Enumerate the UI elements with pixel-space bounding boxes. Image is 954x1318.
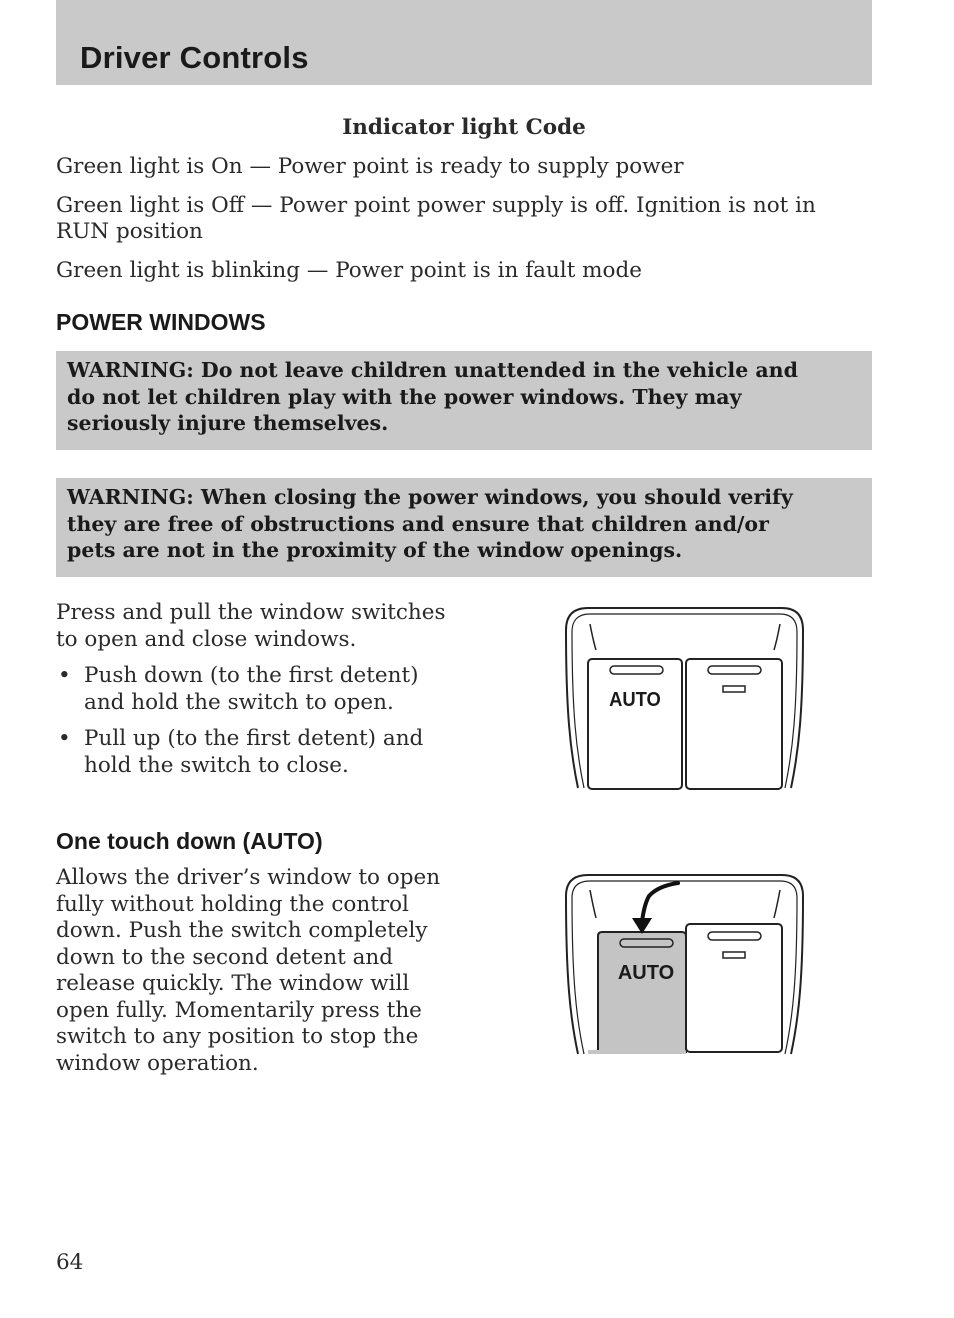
- driver-switch-pressed: [598, 932, 686, 1052]
- list-item: [56, 726, 476, 779]
- driver-switch: [588, 659, 682, 789]
- intro-line: to open and close windows.: [56, 626, 357, 652]
- bullet-icon: •: [58, 726, 71, 751]
- section-heading-power-windows: POWER WINDOWS: [56, 309, 266, 335]
- indicator-line-on: Green light is On — Power point is ready to supply power: [56, 154, 684, 179]
- body-line: down. Push the switch completely: [56, 918, 428, 943]
- indicator-line-blinking: Green light is blinking — Power point is in fault mode: [56, 258, 642, 283]
- bullet-line: hold the switch to close.: [84, 752, 349, 778]
- one-touch-body: [56, 865, 476, 1077]
- indicator-line-off-cont: RUN position: [56, 219, 203, 244]
- passenger-switch: [686, 659, 782, 789]
- window-switch-illustration: [560, 600, 810, 792]
- warning-box-obstructions: [56, 478, 872, 577]
- warning-line: do not let children play with the power windows. They may: [67, 384, 742, 409]
- intro-line: Press and pull the window switches: [56, 600, 446, 625]
- page-title: Driver Controls: [80, 40, 309, 75]
- bullet-icon: •: [58, 663, 71, 688]
- warning-line: seriously injure themselves.: [67, 411, 389, 435]
- header-bar: [56, 0, 872, 85]
- warning-line: pets are not in the proximity of the window openings.: [67, 538, 683, 562]
- body-line: Allows the driver’s window to open: [56, 865, 441, 890]
- power-windows-intro: [56, 600, 476, 789]
- body-line: window operation.: [56, 1050, 259, 1076]
- warning-line: they are free of obstructions and ensure that children and/or: [67, 511, 769, 536]
- bullet-line: Pull up (to the first detent) and: [84, 726, 424, 751]
- warning-box-children: [56, 351, 872, 450]
- bullet-line: and hold the switch to open.: [84, 689, 394, 715]
- bullet-line: Push down (to the first detent): [84, 663, 419, 688]
- body-line: open fully. Momentarily press the: [56, 997, 422, 1023]
- body-line: down to the second detent and: [56, 944, 394, 970]
- indicator-slot-icon: [723, 686, 745, 692]
- warning-line: WARNING: Do not leave children unattended in the vehicle and: [67, 358, 798, 382]
- auto-switch-pressed-illustration: [560, 872, 810, 1058]
- indicator-line-off: Green light is Off — Power point power supply is off. Ignition is not in: [56, 193, 816, 218]
- section-heading-one-touch: One touch down (AUTO): [56, 828, 323, 854]
- page-number: 64: [56, 1250, 84, 1275]
- auto-label: AUTO: [609, 689, 661, 712]
- list-item: [56, 663, 476, 716]
- indicator-title: Indicator light Code: [342, 115, 586, 140]
- body-line: switch to any position to stop the: [56, 1024, 419, 1049]
- warning-line: WARNING: When closing the power windows, you should verify: [67, 485, 793, 509]
- body-line: fully without holding the control: [56, 891, 409, 917]
- indicator-slot-icon: [723, 952, 745, 958]
- body-line: release quickly. The window will: [56, 971, 410, 996]
- bullet-list: [56, 663, 476, 779]
- passenger-switch: [686, 924, 782, 1052]
- auto-label: AUTO: [617, 962, 675, 984]
- arrow-down-icon: [632, 883, 678, 934]
